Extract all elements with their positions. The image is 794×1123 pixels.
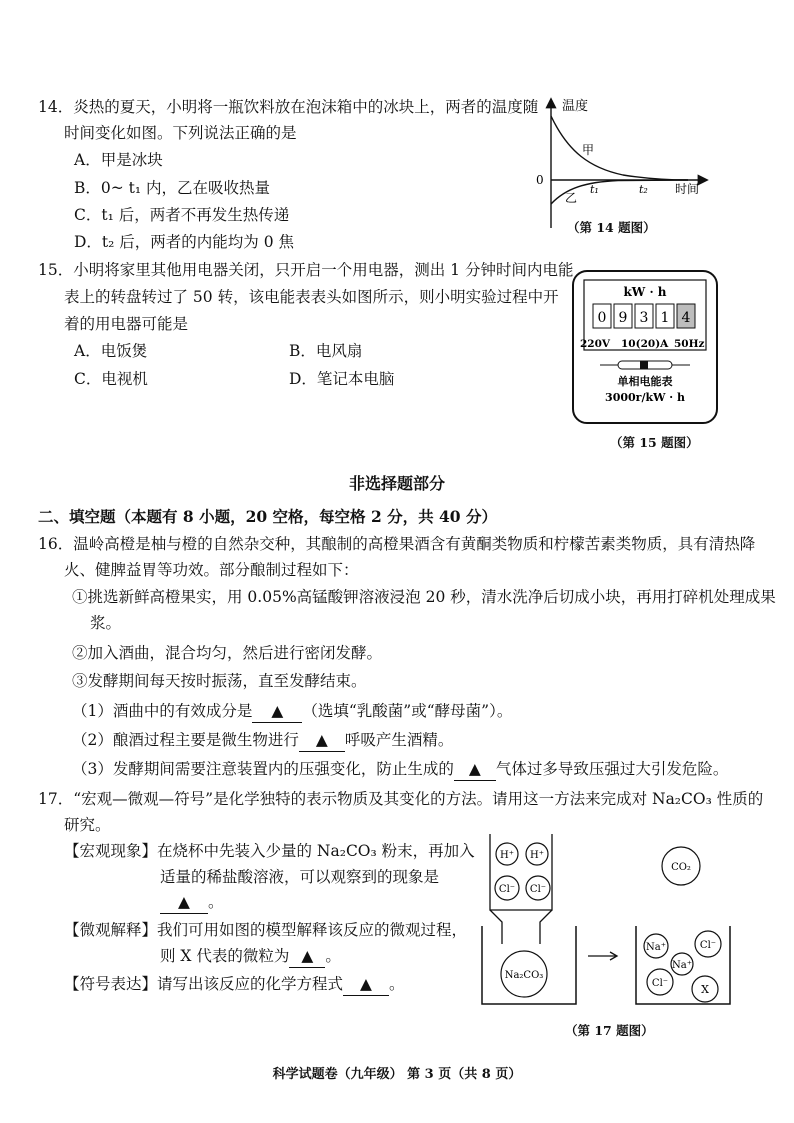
meter-current: 10(20)A: [621, 338, 669, 350]
q15-option-d: D．笔记本电脑: [289, 370, 395, 388]
q17-micro-answer-blank[interactable]: [289, 945, 325, 968]
q15-option-a: A．电饭煲: [74, 342, 148, 360]
hydrochloric-acid-dropper: [490, 834, 552, 944]
q17-reaction-model: [476, 826, 754, 1018]
beaker-after: [636, 926, 730, 1004]
q17-symbol-prefix: 【符号表达】请写出该反应的化学方程式: [64, 975, 344, 993]
q14-stem-line1: 14．炎热的夏天，小明将一瓶饮料放在泡沫箱中的冰块上，两者的温度随: [38, 98, 539, 116]
q17-stem-line1: 17．“宏观—微观—符号”是化学独特的表示物质及其变化的方法。请用这一方法来完成对 Na₂CO₃ 性质的: [38, 790, 764, 808]
blank-marker: ▲: [468, 760, 481, 778]
h-plus-ion-1: H⁺: [500, 850, 514, 861]
q16-sub3-prefix: （3）发酵期间需要注意装置内的压强变化，防止生成的: [72, 760, 454, 778]
q14-option-b: B．0~ t₁ 内，乙在吸收热量: [74, 179, 271, 197]
meter-name: 单相电能表: [617, 375, 673, 388]
q15-option-c: C．电视机: [74, 370, 148, 388]
meter-digit-row: [593, 304, 695, 328]
q15-stem-line3: 着的用电器可能是: [64, 315, 189, 333]
meter-digit-2: 9: [618, 310, 628, 326]
series-jia-curve: [551, 116, 688, 180]
q17-macro-suffix: 。: [208, 893, 224, 911]
co2-label: CO₂: [671, 862, 691, 873]
q16-sub2-answer-blank[interactable]: [299, 729, 345, 752]
reaction-arrow-icon: [588, 952, 617, 960]
non-choice-section-heading: 非选择题部分: [348, 474, 445, 493]
meter-unit: kW · h: [623, 285, 667, 299]
q16-sub3: [72, 758, 728, 781]
q17-stem-line2: 研究。: [64, 816, 111, 834]
q17-micro-suffix: 。: [325, 947, 341, 965]
unknown-particle-x: X: [701, 983, 709, 996]
meter-voltage: 220V: [580, 338, 611, 350]
meter-digit-3: 3: [639, 310, 649, 326]
t2-label: t₂: [639, 183, 648, 196]
q16-sub1-prefix: （1）酒曲中的有效成分是: [72, 702, 253, 720]
blank-marker: ▲: [271, 702, 284, 720]
cl-minus-ion-2: Cl⁻: [529, 884, 547, 895]
q16-stem-line1: 16．温岭高橙是柚与橙的自然杂交种，其酿制的高橙果酒含有黄酮类物质和柠檬苦素类物质，具有清热降: [38, 535, 756, 553]
q16-step1-line2: 浆。: [90, 614, 122, 632]
na-plus-ion-2: Na⁺: [672, 960, 692, 971]
q14-stem-line2: 时间变化如图。下列说法正确的是: [64, 124, 297, 142]
q15-stem-line2: 表上的转盘转过了 50 转，该电能表表头如图所示，则小明实验过程中开: [64, 288, 559, 306]
q15-option-b: B．电风扇: [289, 342, 363, 360]
sodium-carbonate-particle: Na₂CO₃: [504, 970, 544, 981]
blank-marker: ▲: [301, 947, 314, 965]
q17-macro-line3: [160, 891, 224, 914]
x-axis-label: 时间: [675, 182, 700, 196]
q16-sub2: [72, 729, 453, 752]
q16-sub1-answer-blank[interactable]: [252, 700, 302, 723]
meter-frequency: 50Hz: [674, 338, 705, 350]
q16-step2: ②加入酒曲，混合均匀，然后进行密闭发酵。: [72, 644, 383, 662]
page-footer: 科学试题卷（九年级） 第 3 页（共 8 页）: [272, 1067, 522, 1082]
q14-option-a: A．甲是冰块: [74, 151, 163, 169]
meter-rate: 3000r/kW · h: [605, 391, 685, 404]
y-axis-label: 温度: [562, 99, 589, 114]
t1-label: t₁: [590, 183, 599, 196]
q15-stem-line1: 15．小明将家里其他用电器关闭，只开启一个用电器，测出 1 分钟时间内电能: [38, 261, 574, 279]
q15-electricity-meter: [570, 268, 720, 426]
meter-digit-1: 0: [597, 310, 607, 326]
q16-sub2-prefix: （2）酿酒过程主要是微生物进行: [72, 731, 299, 749]
q17-macro-answer-blank[interactable]: [160, 891, 208, 914]
q16-sub1: [72, 700, 512, 723]
q17-symbol-answer-blank[interactable]: [343, 973, 389, 996]
q17-macro-line1: 【宏观现象】在烧杯中先装入少量的 Na₂CO₃ 粉末，再加入: [64, 842, 475, 860]
q17-micro-prefix: 则 X 代表的微粒为: [160, 947, 290, 965]
meter-digit-5: 4: [681, 310, 691, 326]
q16-step3: ③发酵期间每天按时振荡，直至发酵结束。: [72, 672, 367, 690]
cl-minus-ion-4: Cl⁻: [651, 978, 669, 989]
q17-symbol-suffix: 。: [389, 975, 405, 993]
q16-stem-line2: 火、健脾益胃等功效。部分酿制过程如下：: [64, 561, 359, 579]
cl-minus-ion-3: Cl⁻: [699, 940, 717, 951]
na-plus-ion-1: Na⁺: [646, 942, 666, 953]
q17-macro-line2: 适量的稀盐酸溶液，可以观察到的现象是: [160, 868, 440, 886]
beaker-before: [482, 926, 576, 1004]
q16-sub1-suffix: （选填“乳酸菌”或“酵母菌”）。: [302, 702, 513, 720]
q16-sub3-answer-blank[interactable]: [454, 758, 496, 781]
q17-micro-line1: 【微观解释】我们可用如图的模型解释该反应的微观过程，: [64, 921, 468, 939]
part2-heading: 二、填空题（本题有 8 小题，20 空格，每空格 2 分，共 40 分）: [38, 507, 497, 526]
q16-sub2-suffix: 呼吸产生酒精。: [344, 731, 454, 749]
q14-option-c: C．t₁ 后，两者不再发生热传递: [74, 206, 290, 224]
blank-marker: ▲: [178, 893, 190, 911]
meter-digit-4: 1: [660, 310, 670, 326]
blank-marker: ▲: [360, 975, 372, 993]
q15-figure-caption: （第 15 题图）: [610, 435, 699, 450]
q17-micro-line2: [160, 945, 341, 968]
series-jia-label: 甲: [582, 143, 595, 157]
q14-option-d: D．t₂ 后，两者的内能均为 0 焦: [74, 233, 295, 251]
q16-sub3-suffix: 气体过多导致压强过大引发危险。: [495, 760, 729, 778]
q16-step1-line1: ①挑选新鲜高橙果实，用 0.05%高锰酸钾溶液浸泡 20 秒，清水洗净后切成小块，再用打碎机处理成果: [72, 588, 776, 606]
series-yi-label: 乙: [565, 191, 578, 205]
h-plus-ion-2: H⁺: [530, 850, 544, 861]
blank-marker: ▲: [315, 731, 328, 749]
q17-figure-caption: （第 17 题图）: [565, 1023, 654, 1038]
origin-label: 0: [536, 173, 544, 187]
cl-minus-ion-1: Cl⁻: [498, 884, 516, 895]
q17-symbol-line: [64, 973, 405, 996]
q14-figure-caption: （第 14 题图）: [567, 220, 656, 235]
